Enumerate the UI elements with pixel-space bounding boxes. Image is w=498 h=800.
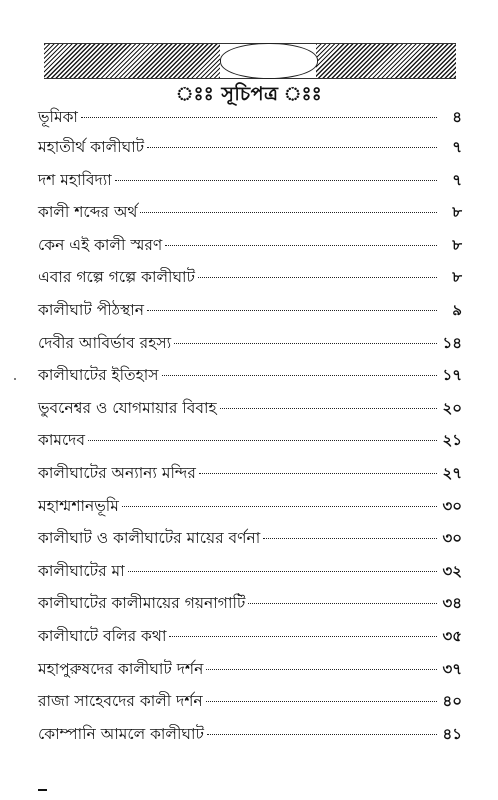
- toc-entry-title: মহাশ্মশানভূমি: [38, 496, 119, 515]
- toc-entry: [38, 490, 462, 523]
- toc-entry-title: ভূমিকা: [38, 108, 78, 126]
- toc-leader-dots: [122, 506, 437, 507]
- toc-entry-title: কামদেব: [38, 431, 85, 450]
- toc-entry-page: ৭: [452, 170, 462, 189]
- toc-entry: [38, 685, 462, 718]
- toc-leader-dots: [147, 310, 437, 311]
- toc-leader-dots: [115, 180, 437, 181]
- toc-leader-dots: [220, 408, 437, 409]
- toc-entry: [38, 424, 462, 457]
- toc-leader-dots: [248, 603, 437, 604]
- toc-entry: [38, 229, 462, 262]
- banner-oval-ornament: [220, 43, 318, 79]
- toc-entry-page: ৩৭: [442, 659, 462, 678]
- toc-entry-page: ৮: [452, 268, 462, 287]
- toc-entry: [38, 131, 462, 164]
- toc-entry: [38, 457, 462, 490]
- toc-entry-page: ৯: [452, 300, 462, 319]
- contents-heading: ঃঃ সূচিপত্র ঃঃ: [175, 83, 323, 105]
- toc-entry: [38, 164, 462, 197]
- toc-entry-title: কালীঘাটের কালীমায়ের গয়নাগাটি: [38, 594, 246, 613]
- toc-leader-dots: [162, 375, 437, 376]
- toc-entry: [38, 261, 462, 294]
- toc-entry-page: ৪: [452, 108, 462, 126]
- toc-entry-title: কালী শব্দের অর্থ: [38, 203, 138, 222]
- toc-leader-dots: [147, 147, 437, 148]
- toc-entry-page: ৭: [452, 138, 462, 156]
- toc-entry-page: ৪০: [442, 692, 462, 711]
- toc-entry-title: কেন এই কালী স্মরণ: [38, 235, 163, 254]
- toc-leader-dots: [128, 571, 437, 572]
- toc-entry-page: ১৭: [442, 366, 462, 385]
- toc-leader-dots: [206, 669, 437, 670]
- toc-entry-title: দেবীর আবির্ভাব রহস্য: [38, 333, 172, 352]
- page-corner-mark: [38, 789, 47, 791]
- toc-entry-title: কোম্পানি আমলে কালীঘাট: [38, 724, 204, 743]
- toc-entry: [38, 620, 462, 653]
- toc-leader-dots: [174, 343, 437, 344]
- toc-entry-title: কালীঘাটে বলির কথা: [38, 626, 167, 645]
- toc-entry-title: কালীঘাট ও কালীঘাটের মায়ের বর্ণনা: [38, 529, 261, 548]
- toc-entry-page: ২০: [442, 398, 462, 417]
- toc-entry-page: ৩৪: [442, 594, 462, 613]
- toc-entry-title: মহাপুরুষদের কালীঘাট দর্শন: [38, 659, 204, 678]
- toc-entry-page: ৮: [452, 235, 462, 254]
- toc-entry: [38, 392, 462, 425]
- toc-entry-page: ১৪: [442, 333, 462, 352]
- toc-entry-page: ২১: [442, 431, 462, 450]
- toc-leader-dots: [169, 636, 437, 637]
- toc-entry: [38, 718, 462, 751]
- toc-entry-page: ৩০: [442, 496, 462, 515]
- toc-entry: [38, 587, 462, 620]
- toc-leader-dots: [88, 440, 437, 441]
- toc-entry-title: মহাতীর্থ কালীঘাট: [38, 138, 145, 156]
- toc-entry: [38, 555, 462, 588]
- toc-entry-page: ৩৫: [442, 626, 462, 645]
- toc-entry: [38, 653, 462, 686]
- toc-entry: [38, 359, 462, 392]
- toc-entry-title: কালীঘাটের অন্যান্য মন্দির: [38, 463, 196, 482]
- table-of-contents: [38, 104, 462, 750]
- toc-entry-page: ৮: [452, 203, 462, 222]
- toc-entry: [38, 294, 462, 327]
- toc-entry-page: ৪১: [442, 724, 462, 743]
- toc-entry-page: ২৭: [442, 463, 462, 482]
- toc-leader-dots: [165, 245, 437, 246]
- toc-leader-dots: [199, 473, 437, 474]
- toc-leader-dots: [207, 734, 437, 735]
- toc-entry-title: কালীঘাটের ইতিহাস: [38, 366, 159, 385]
- toc-entry-title: ভুবনেশ্বর ও যোগমায়ার বিবাহ: [38, 398, 217, 417]
- scan-speck: [14, 378, 16, 380]
- toc-entry: [38, 196, 462, 229]
- toc-entry-page: ৩২: [442, 561, 462, 580]
- toc-entry: [38, 522, 462, 555]
- toc-leader-dots: [140, 212, 437, 213]
- decorative-header-band: [44, 43, 456, 79]
- toc-entry-page: ৩০: [442, 529, 462, 548]
- toc-leader-dots: [206, 701, 437, 702]
- toc-leader-dots: [81, 117, 437, 118]
- toc-entry-title: রাজা সাহেবদের কালী দর্শন: [38, 692, 203, 711]
- toc-entry-title: কালীঘাট পীঠস্থান: [38, 300, 145, 319]
- toc-entry-title: এবার গল্পে গল্পে কালীঘাট: [38, 268, 195, 287]
- toc-leader-dots: [263, 538, 437, 539]
- toc-entry-title: কালীঘাটের মা: [38, 561, 125, 580]
- toc-entry-title: দশ মহাবিদ্যা: [38, 170, 112, 189]
- toc-entry: [38, 104, 462, 131]
- toc-entry: [38, 327, 462, 360]
- toc-leader-dots: [198, 277, 437, 278]
